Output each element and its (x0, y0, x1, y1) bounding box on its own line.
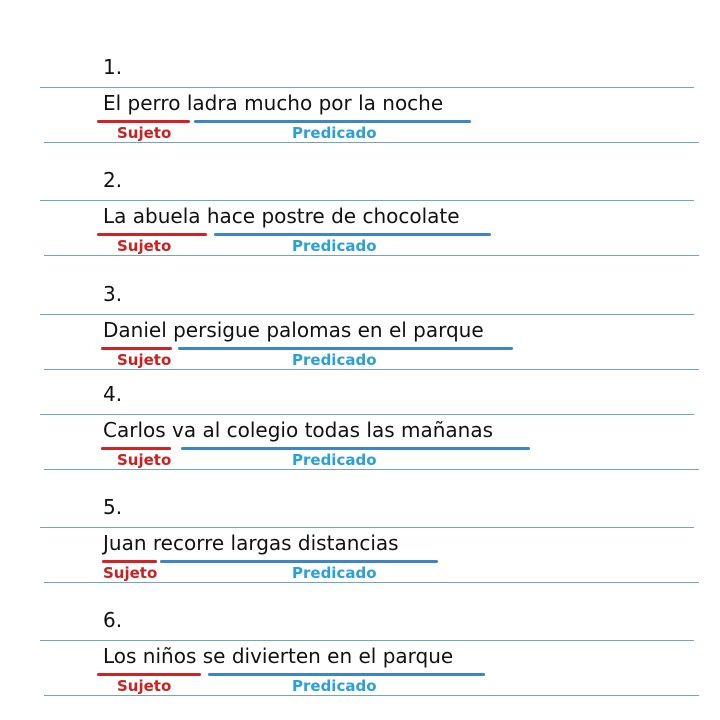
guide-line (40, 527, 694, 528)
predicate-text: ladra mucho por la noche (186, 91, 444, 115)
predicate-text: se divierten en el parque (202, 644, 454, 668)
predicate-label: Predicado (292, 124, 377, 142)
subject-text: Juan (103, 531, 147, 555)
sentence-3 (103, 318, 484, 342)
predicate-text: hace postre de chocolate (206, 204, 460, 228)
subject-underline (97, 233, 207, 236)
subject-underline (97, 120, 190, 123)
subject-underline (101, 447, 171, 450)
subject-label: Sujeto (117, 451, 172, 469)
guide-line (40, 87, 694, 88)
predicate-label: Predicado (292, 351, 377, 369)
predicate-underline (214, 233, 491, 236)
sentence-6 (103, 644, 453, 668)
subject-text: El perro (103, 91, 181, 115)
base-line (44, 142, 699, 143)
predicate-underline (178, 347, 513, 350)
subject-text: Carlos (103, 418, 166, 442)
predicate-label: Predicado (292, 237, 377, 255)
predicate-underline (208, 673, 485, 676)
base-line (44, 695, 699, 696)
item-number-2: 2. (103, 168, 123, 192)
item-number-4: 4. (103, 382, 123, 406)
subject-label: Sujeto (117, 351, 172, 369)
predicate-text: va al colegio todas las mañanas (172, 418, 493, 442)
predicate-label: Predicado (292, 451, 377, 469)
guide-line (40, 200, 694, 201)
subject-underline (97, 673, 201, 676)
predicate-label: Predicado (292, 677, 377, 695)
base-line (44, 469, 699, 470)
predicate-underline (194, 120, 471, 123)
base-line (44, 255, 699, 256)
predicate-text: persigue palomas en el parque (173, 318, 484, 342)
predicate-text: recorre largas distancias (152, 531, 399, 555)
item-number-3: 3. (103, 282, 123, 306)
predicate-underline (160, 560, 438, 563)
subject-text: Los niños (103, 644, 197, 668)
subject-label: Sujeto (117, 677, 172, 695)
subject-label: Sujeto (117, 124, 172, 142)
subject-label: Sujeto (117, 237, 172, 255)
subject-underline (102, 560, 157, 563)
predicate-underline (181, 447, 530, 450)
item-number-1: 1. (103, 55, 123, 79)
sentence-2 (103, 204, 460, 228)
subject-text: La abuela (103, 204, 201, 228)
sentence-5 (103, 531, 399, 555)
guide-line (40, 640, 694, 641)
item-number-5: 5. (103, 495, 123, 519)
item-number-6: 6. (103, 608, 123, 632)
guide-line (40, 414, 694, 415)
sentence-1 (103, 91, 443, 115)
subject-text: Daniel (103, 318, 167, 342)
sentence-4 (103, 418, 493, 442)
guide-line (40, 314, 694, 315)
predicate-label: Predicado (292, 564, 377, 582)
base-line (44, 369, 699, 370)
subject-label: Sujeto (103, 564, 158, 582)
subject-underline (101, 347, 172, 350)
base-line (44, 582, 699, 583)
